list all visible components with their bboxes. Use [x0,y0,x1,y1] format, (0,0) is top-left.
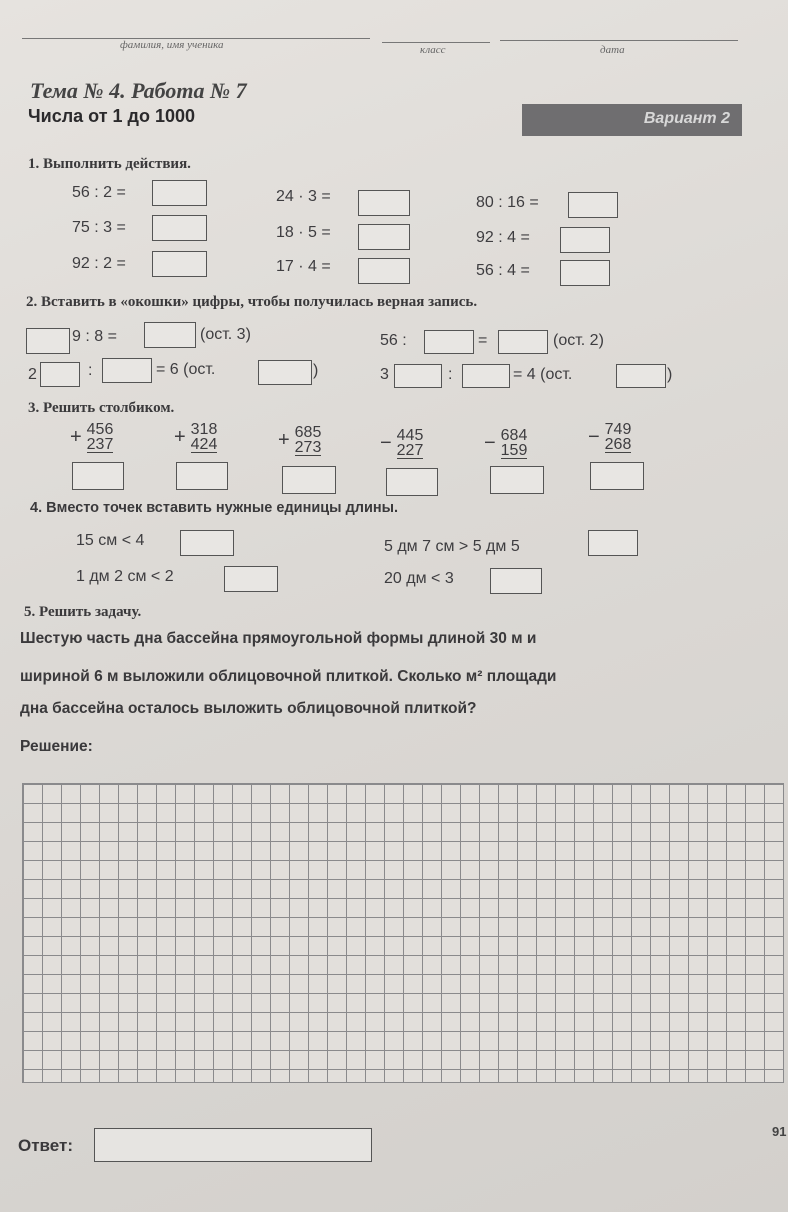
unit-box[interactable] [490,568,542,594]
answer-label: Ответ: [18,1136,73,1155]
problem-text-line: шириной 6 м выложили облицовочной плиткой. Сколько м² площади [20,668,557,685]
result-box[interactable] [282,466,336,494]
answer-box[interactable] [152,251,207,277]
task1-expression: 75 : 3 = [72,219,126,236]
column-problem [380,428,440,459]
task4-expression: 5 дм 7 см > 5 дм 5 [384,538,520,555]
operation-sign: − [588,426,600,448]
task2-text: 2 [28,366,37,383]
digit-box[interactable] [616,364,666,388]
task2-text: 9 : 8 = [72,328,117,345]
column-bottom: 237 [86,436,114,453]
digit-box[interactable] [498,330,548,354]
digit-box[interactable] [26,328,70,354]
task4-expression: 20 дм < 3 [384,570,454,587]
column-top: 684 [500,427,528,444]
digit-box[interactable] [394,364,442,388]
result-box[interactable] [590,462,644,490]
solution-label: Решение: [20,738,93,755]
task1-expression: 18 · 5 = [276,224,331,241]
topic-title: Тема № 4. Работа № 7 [30,78,247,103]
column-bottom: 273 [294,439,322,456]
solution-grid[interactable] [22,783,784,1083]
task1-expression: 24 · 3 = [276,188,331,205]
result-box[interactable] [176,462,228,490]
task2-text: = 4 (ост. [513,366,573,383]
column-bottom: 424 [190,436,218,453]
task3-title: 3. Решить столбиком. [28,400,175,416]
result-box[interactable] [72,462,124,490]
task1-expression: 80 : 16 = [476,194,539,211]
column-bottom: 268 [604,436,632,453]
digit-box[interactable] [462,364,510,388]
task2-text: ) [313,362,319,379]
operation-sign: − [484,432,496,454]
column-problem [70,422,130,453]
column-problem [278,425,338,456]
operation-sign: + [70,426,82,448]
answer-box[interactable] [560,260,610,286]
unit-box[interactable] [588,530,638,556]
operation-sign: − [380,432,392,454]
task2-text: 56 : [380,332,407,349]
column-top: 749 [604,421,632,438]
task4-title: 4. Вместо точек вставить нужные единицы длины. [30,500,399,516]
unit-box[interactable] [224,566,278,592]
task2-title: 2. Вставить в «окошки» цифры, чтобы получилась верная запись. [26,294,478,310]
task1-expression: 92 : 4 = [476,229,530,246]
problem-text-line: дна бассейна осталось выложить облицовочной плиткой? [20,700,477,717]
task1-expression: 17 · 4 = [276,258,331,275]
result-box[interactable] [386,468,438,496]
task5-title: 5. Решить задачу. [24,604,142,620]
task1-expression: 56 : 2 = [72,184,126,201]
operation-sign: + [278,429,290,451]
result-box[interactable] [490,466,544,494]
task4-expression: 1 дм 2 см < 2 [76,568,174,585]
task4-expression: 15 см < 4 [76,532,145,549]
column-bottom: 227 [396,442,424,459]
page-subtitle: Числа от 1 до 1000 [28,106,196,126]
problem-text-line: Шестую часть дна бассейна прямоугольной формы длиной 30 м и [20,630,537,647]
answer-box[interactable] [358,258,410,284]
column-top: 445 [396,427,424,444]
date-line[interactable] [500,40,738,41]
digit-box[interactable] [424,330,474,354]
class-line[interactable] [382,42,490,43]
task2-text: : [448,366,453,383]
column-bottom: 159 [500,442,528,459]
column-problem [174,422,234,453]
column-problem [484,428,544,459]
digit-box[interactable] [102,358,152,383]
answer-box[interactable] [152,215,207,241]
task1-title: 1. Выполнить действия. [28,156,191,172]
task2-text: = [478,332,488,349]
digit-box[interactable] [40,362,80,387]
task2-text: : [88,362,93,379]
digit-box[interactable] [258,360,312,385]
task2-text: = 6 (ост. [156,361,216,378]
variant-badge: Вариант 2 [522,104,742,136]
answer-box[interactable] [152,180,207,206]
answer-input[interactable] [94,1128,372,1162]
answer-box[interactable] [358,224,410,250]
column-top: 685 [294,424,322,441]
column-top: 318 [190,421,218,438]
task2-text: (ост. 2) [553,332,604,349]
task2-text: ) [667,366,673,383]
date-caption: дата [600,44,625,56]
task1-expression: 92 : 2 = [72,255,126,272]
digit-box[interactable] [144,322,196,348]
class-caption: класс [420,44,446,56]
task2-text: 3 [380,366,389,383]
column-top: 456 [86,421,114,438]
student-name-caption: фамилия, имя ученика [120,39,224,51]
answer-box[interactable] [358,190,410,216]
page-number: 91 [772,1124,787,1139]
task2-text: (ост. 3) [200,326,251,343]
answer-box[interactable] [568,192,618,218]
unit-box[interactable] [180,530,234,556]
column-problem [588,422,648,453]
task1-expression: 56 : 4 = [476,262,530,279]
operation-sign: + [174,426,186,448]
answer-box[interactable] [560,227,610,253]
